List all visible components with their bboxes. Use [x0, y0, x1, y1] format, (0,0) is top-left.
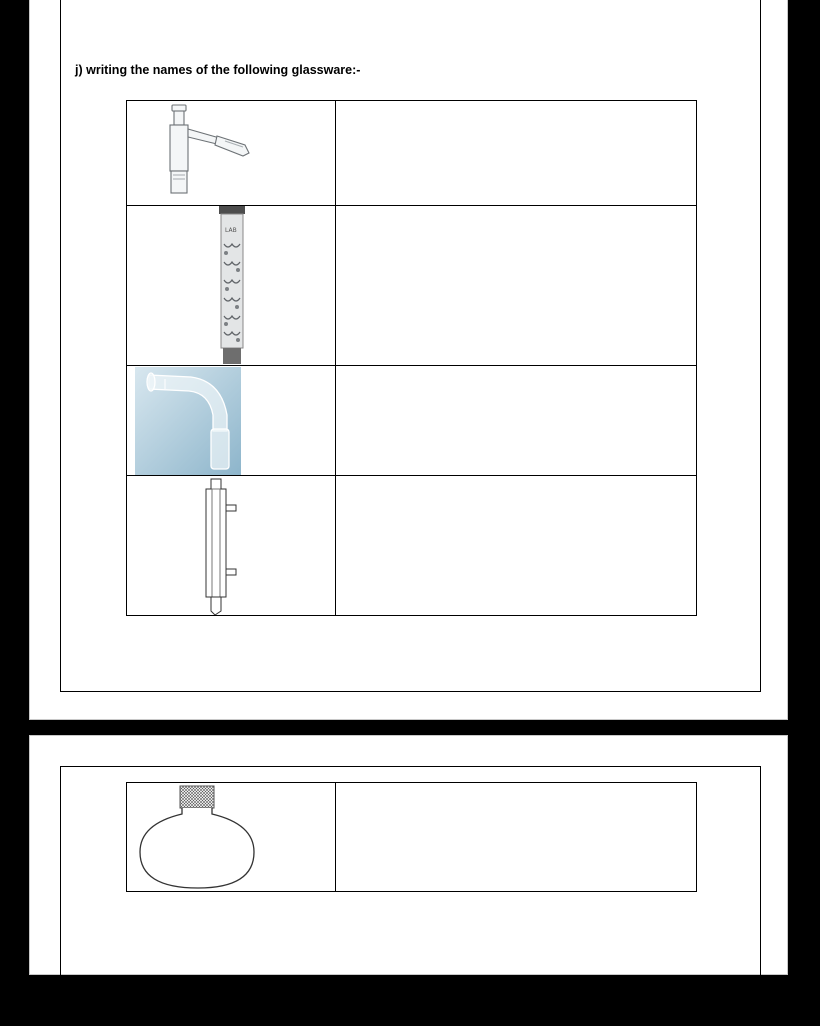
page-frame	[60, 766, 761, 1026]
liebig-condenser-icon	[203, 477, 253, 615]
glassware-table	[126, 100, 697, 616]
glassware-table	[126, 782, 697, 892]
round-bottom-flask-icon	[138, 784, 258, 892]
document-page-2	[29, 735, 788, 975]
svg-text:LAB: LAB	[225, 227, 237, 234]
answer-cell[interactable]	[336, 783, 697, 892]
table-row	[127, 783, 697, 892]
glassware-image-cell	[127, 366, 336, 476]
answer-cell[interactable]	[336, 366, 697, 476]
glassware-image-cell	[127, 206, 336, 366]
answer-cell[interactable]	[336, 101, 697, 206]
question-text: j) writing the names of the following glassware:-	[75, 63, 361, 77]
table-row	[127, 206, 697, 366]
glassware-image-cell	[127, 101, 336, 206]
distillation-adapter-icon	[165, 103, 265, 203]
table-row	[127, 476, 697, 616]
document-page-1	[29, 0, 788, 720]
glassware-image-cell	[127, 783, 336, 892]
answer-cell[interactable]	[336, 476, 697, 616]
answer-cell[interactable]	[336, 206, 697, 366]
glassware-image-cell	[127, 476, 336, 616]
table-row	[127, 101, 697, 206]
page-frame	[60, 0, 761, 692]
vigreux-column-icon	[215, 206, 249, 366]
table-row	[127, 366, 697, 476]
bent-adapter-icon	[135, 367, 241, 475]
